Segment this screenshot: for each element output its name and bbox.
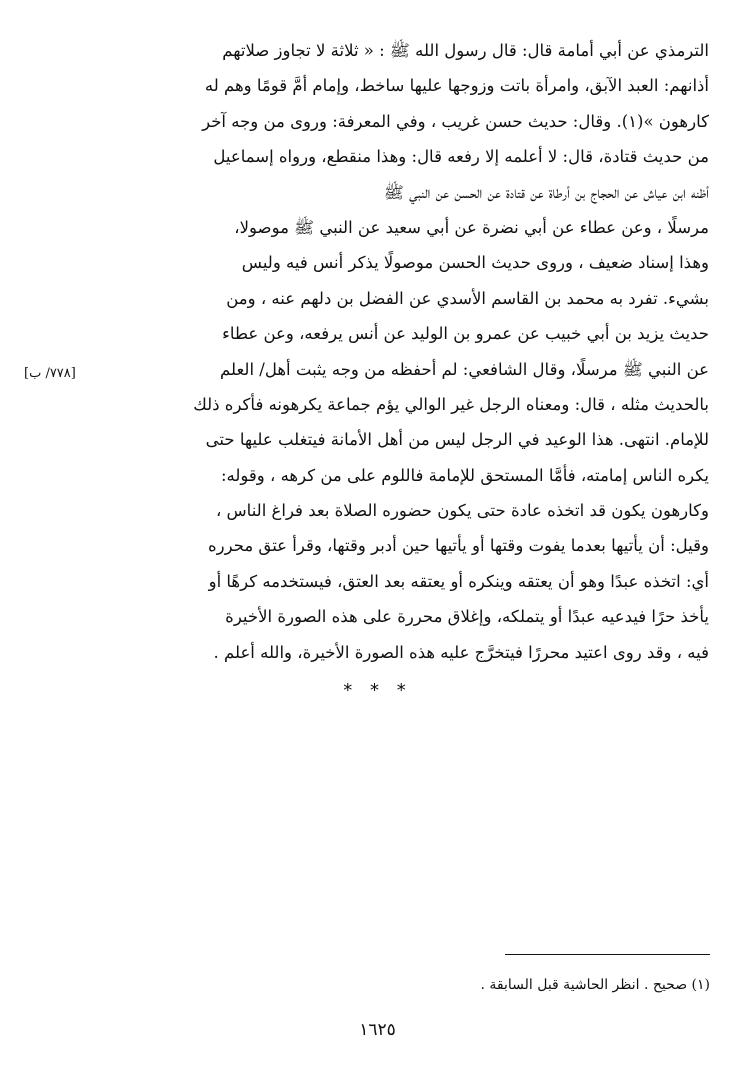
page-number: ١٦٢٥ xyxy=(359,1020,396,1040)
text-line: كارهون »(١). وقال: حديث حسن غريب ، وفي المعرفة: وروى من وجه آخر xyxy=(202,111,709,131)
text-line: يكره الناس إمامته، فأمَّا المستحق للإمامة فاللوم على من كرهه ، وقوله: xyxy=(220,465,709,485)
text-line: بالحديث مثله ، قال: ومعناه الرجل غير الوالي يؤم جماعة يكرهونه فأكره ذلك xyxy=(193,394,709,414)
text-line: وهذا إسناد ضعيف ، وروى حديث الحسن موصولًا يذكر أنس فيه وليس xyxy=(241,253,709,273)
manuscript-folio-marker: [٧٧٨/ ب] xyxy=(24,366,76,381)
main-text-block xyxy=(102,33,709,670)
text-line: حديث يزيد بن أبي خبيب عن عمرو بن الوليد عن أنس يرفعه، وعن عطاء xyxy=(222,324,709,344)
text-line: مرسلًا ، وعن عطاء عن أبي نضرة عن أبي سعيد عن النبي ﷺ موصولا، xyxy=(234,217,709,237)
text-line: أي: اتخذه عبدًا وهو أن يعتقه وينكره أو يعتقه بعد العتق، فيستخدمه كرهًا أو xyxy=(208,571,709,591)
text-line: وقيل: أن يأتيها بعدما يفوت وقتها أو يأتيها حين أدبر وقتها، وقرأ عتق محرره xyxy=(207,536,709,556)
text-line: أذانهم: العبد الآبق، وامرأة باتت وزوجها عليها ساخط، وإمام أمَّ قومًا وهم له xyxy=(204,76,709,96)
text-line: عن النبي ﷺ مرسلًا، وقال الشافعي: لم أحفظه من وجه يثبت أهل/ العلم xyxy=(220,359,709,379)
text-line: فيه ، وقد روى اعتيد محررًا فيتخرَّج عليه هذه الصورة الأخيرة، والله أعلم . xyxy=(213,642,709,662)
text-line: يأخذ حرًا فيدعيه عبدًا أو يتملكه، وإغلاق محررة على هذه الصورة الأخيرة xyxy=(225,607,709,627)
text-line: من حديث قتادة، قال: لا أعلمه إلا رفعه قال: وهذا منقطع، ورواه إسماعيل xyxy=(213,147,709,167)
text-line: أظنه ابن عياش عن الحجاج بن أرطاة عن قتادة عن الحسن عن النبي ﷺ xyxy=(383,182,709,202)
text-line: الترمذي عن أبي أمامة قال: قال رسول الله ﷺ : « ثلاثة لا تجاوز صلاتهم xyxy=(222,41,709,60)
text-line: وكارهون يكون قد اتخذه عادة حتى يكون حضوره الصلاة بعد فراغ الناس ، xyxy=(215,501,709,521)
footnote: (١) صحيح . انظر الحاشية قبل السابقة . xyxy=(480,977,710,993)
section-separator: * * * xyxy=(343,680,412,701)
text-line: بشيء. تفرد به محمد بن القاسم الأسدي عن الفضل بن دلهم عنه ، ومن xyxy=(226,288,709,308)
text-line: للإمام. انتهى. هذا الوعيد في الرجل ليس من أهل الأمانة فيتغلب عليها حتى xyxy=(205,430,709,450)
footnote-divider xyxy=(505,954,710,955)
